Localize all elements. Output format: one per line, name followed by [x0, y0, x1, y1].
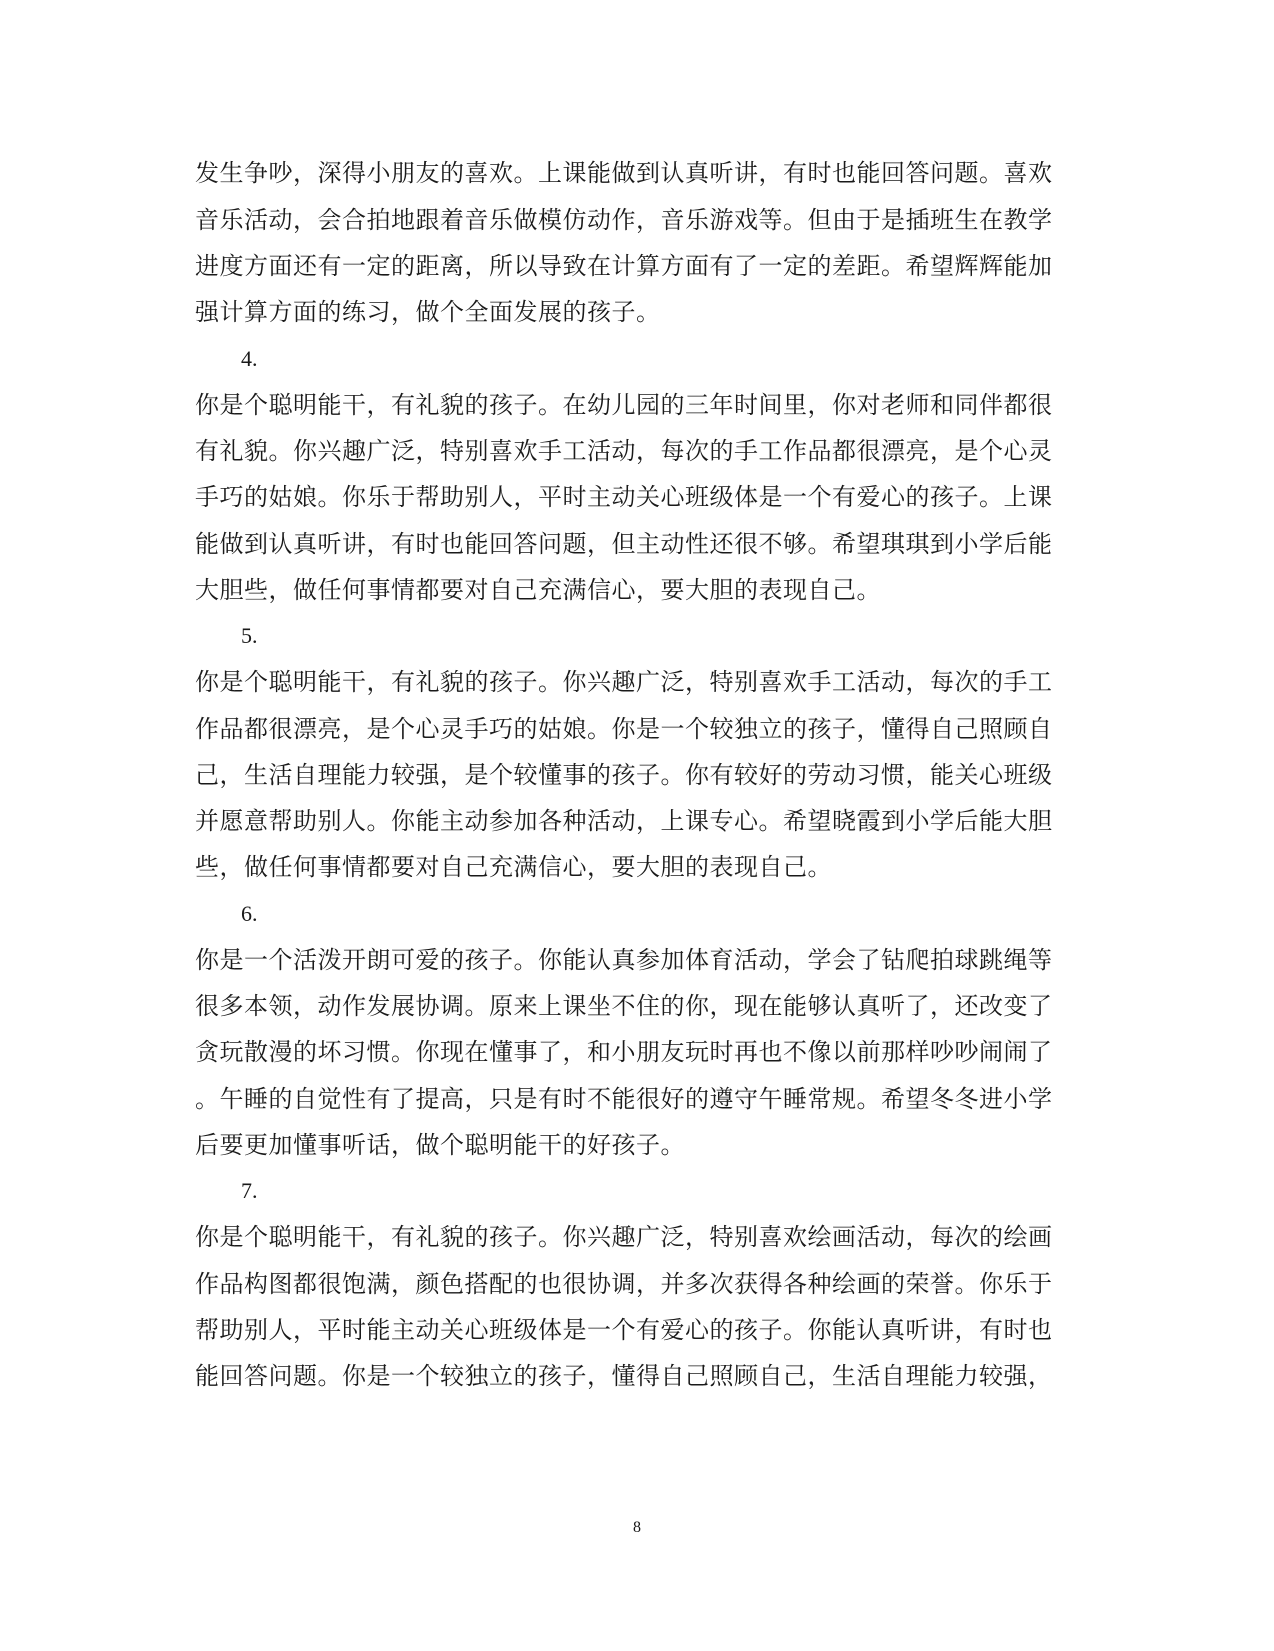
paragraph-line: 己，生活自理能力较强，是个较懂事的孩子。你有较好的劳动习惯，能关心班级 — [195, 761, 1053, 789]
paragraph-line: 有礼貌。你兴趣广泛，特别喜欢手工活动，每次的手工作品都很漂亮，是个心灵 — [195, 437, 1053, 465]
paragraph-line: 很多本领，动作发展协调。原来上课坐不住的你，现在能够认真听了，还改变了 — [195, 992, 1053, 1020]
paragraph-line: 贪玩散漫的坏习惯。你现在懂事了，和小朋友玩时再也不像以前那样吵吵闹闹了 — [195, 1038, 1053, 1066]
paragraph-line: 后要更加懂事听话，做个聪明能干的好孩子。 — [195, 1131, 685, 1159]
paragraph-line: 强计算方面的练习，做个全面发展的孩子。 — [195, 298, 661, 326]
paragraph-line: 大胆些，做任何事情都要对自己充满信心，要大胆的表现自己。 — [195, 576, 881, 604]
paragraph-line: 能做到认真听讲，有时也能回答问题，但主动性还很不够。希望琪琪到小学后能 — [195, 530, 1053, 558]
item-number: 4. — [241, 346, 258, 371]
paragraph-line: 。午睡的自觉性有了提高，只是有时不能很好的遵守午睡常规。希望冬冬进小学 — [195, 1085, 1053, 1113]
paragraph-line: 作品构图都很饱满，颜色搭配的也很协调，并多次获得各种绘画的荣誉。你乐于 — [195, 1270, 1053, 1298]
item-number: 7. — [241, 1178, 258, 1203]
item-number: 5. — [241, 623, 258, 648]
paragraph-line: 能回答问题。你是一个较独立的孩子，懂得自己照顾自己，生活自理能力较强， — [195, 1362, 1053, 1390]
paragraph-line: 发生争吵，深得小朋友的喜欢。上课能做到认真听讲，有时也能回答问题。喜欢 — [195, 159, 1053, 187]
paragraph-line: 些，做任何事情都要对自己充满信心，要大胆的表现自己。 — [195, 853, 832, 881]
paragraph-line: 作品都很漂亮，是个心灵手巧的姑娘。你是一个较独立的孩子，懂得自己照顾自 — [195, 715, 1053, 743]
page-number: 8 — [633, 1519, 641, 1536]
paragraph-line: 进度方面还有一定的距离，所以导致在计算方面有了一定的差距。希望辉辉能加 — [195, 252, 1053, 280]
paragraph-line: 你是个聪明能干，有礼貌的孩子。你兴趣广泛，特别喜欢手工活动，每次的手工 — [195, 668, 1053, 696]
paragraph-line: 音乐活动，会合拍地跟着音乐做模仿动作，音乐游戏等。但由于是插班生在教学 — [195, 206, 1053, 234]
paragraph-line: 帮助别人，平时能主动关心班级体是一个有爱心的孩子。你能认真听讲，有时也 — [195, 1316, 1053, 1344]
paragraph-line: 手巧的姑娘。你乐于帮助别人，平时主动关心班级体是一个有爱心的孩子。上课 — [195, 483, 1053, 511]
paragraph-line: 你是一个活泼开朗可爱的孩子。你能认真参加体育活动，学会了钻爬拍球跳绳等 — [195, 946, 1053, 974]
paragraph-line: 你是个聪明能干，有礼貌的孩子。在幼儿园的三年时间里，你对老师和同伴都很 — [195, 391, 1053, 419]
paragraph-line: 你是个聪明能干，有礼貌的孩子。你兴趣广泛，特别喜欢绘画活动，每次的绘画 — [195, 1223, 1053, 1251]
paragraph-line: 并愿意帮助别人。你能主动参加各种活动，上课专心。希望晓霞到小学后能大胆 — [195, 807, 1053, 835]
item-number: 6. — [241, 901, 258, 926]
